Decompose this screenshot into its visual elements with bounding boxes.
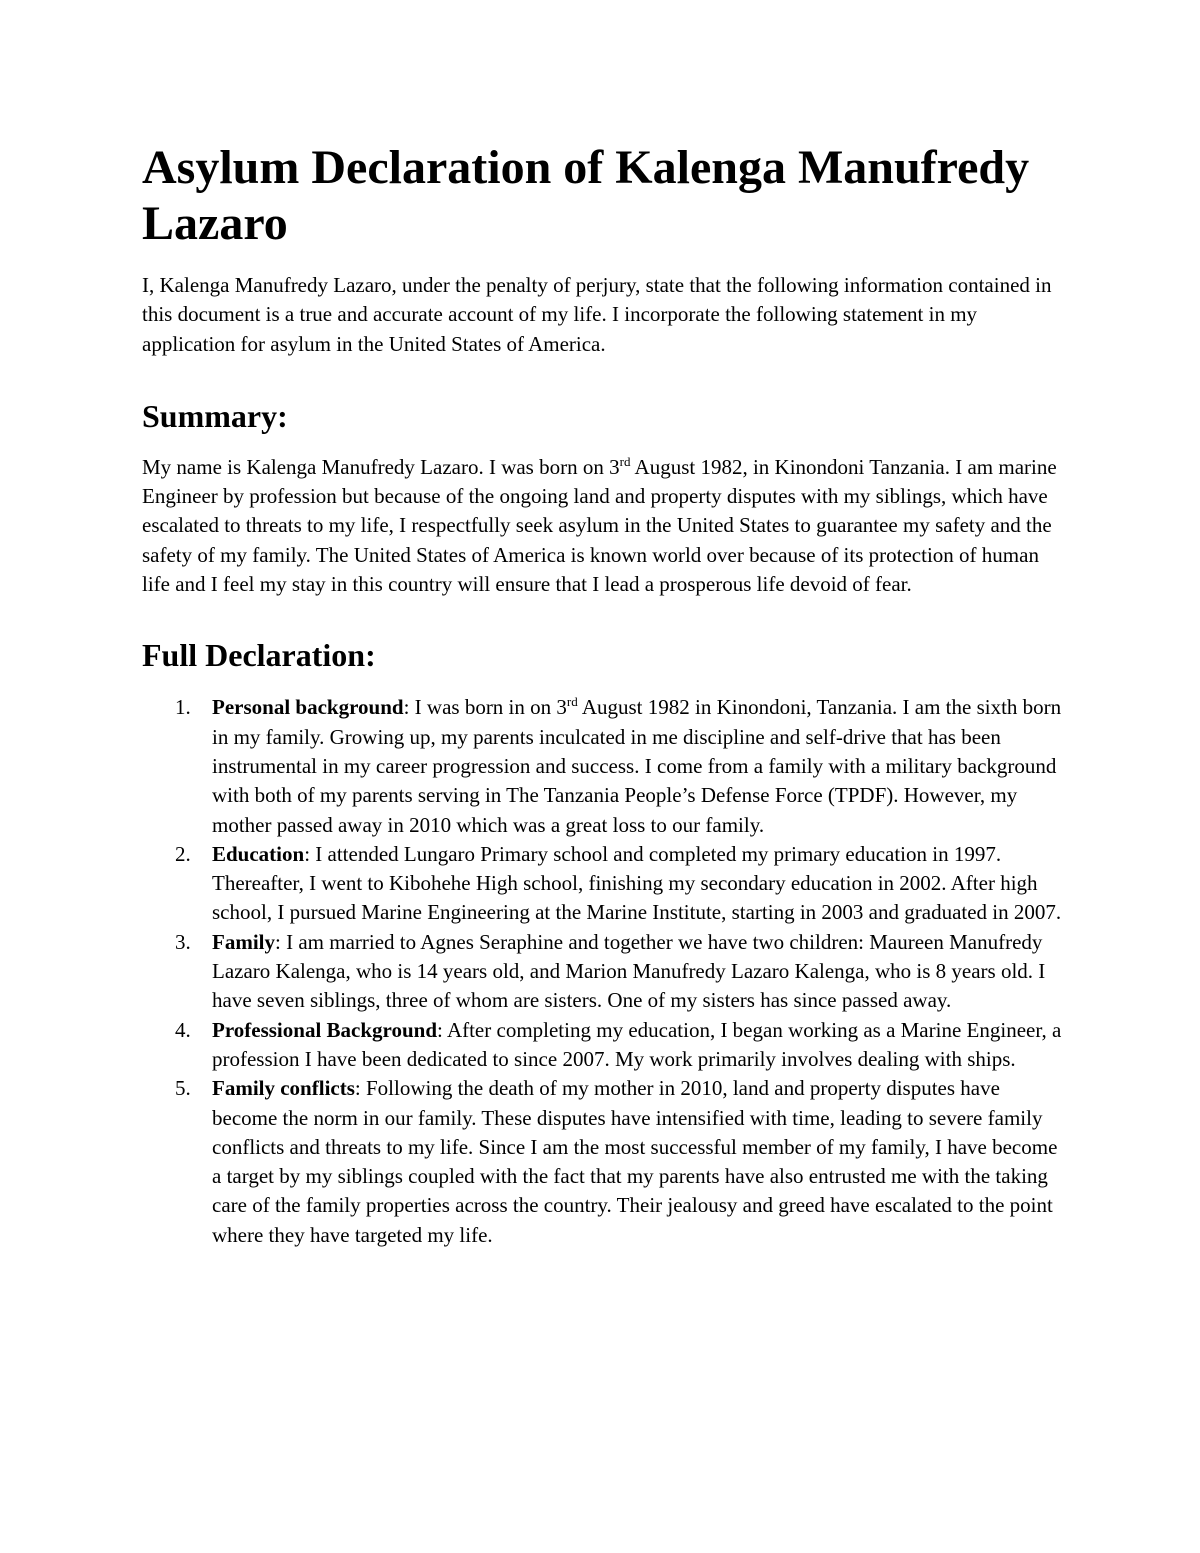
document-body (142, 140, 1067, 1250)
declaration-list (142, 693, 1067, 1250)
list-item-text: : Following the death of my mother in 2010, land and property disputes have become the norm in our family. These disputes have intensified with time, leading to severe family conflicts and threats to my life. Since I am the most successful member of my family, I have become a target by my siblings coupled with the fact that my parents have also entrusted me with the taking care of the family properties across the country. Their jealousy and greed have escalated to the point where they have targeted my life. (212, 1076, 1058, 1247)
list-item-label: Professional Background (212, 1017, 438, 1042)
summary-paragraph (142, 453, 1067, 599)
list-item-number: 3. (175, 929, 191, 954)
summary-heading: Summary: (142, 397, 288, 434)
list-item (142, 928, 1067, 1016)
list-item-label: Personal background (212, 695, 404, 720)
document-title: Asylum Declaration of Kalenga Manufredy Lazaro (142, 141, 1030, 250)
summary-text-part-2: August 1982, in Kinondoni Tanzania. I am marine Engineer by profession but because of the ongoing land and property disputes with my siblings, which have escalated to threats to my life, I respectfully seek asylum in the United States to guarantee my safety and the safety of my family. The United States of America is known world over because of its protection of human life and I feel my stay in this country will ensure that I lead a prosperous life devoid of fear. (142, 454, 1057, 597)
list-item-label: Education (212, 841, 305, 866)
list-item-number: 2. (175, 841, 191, 866)
list-item-text: August 1982 in Kinondoni, Tanzania. I am the sixth born in my family. Growing up, my parents inculcated in me discipline and self-drive that has been instrumental in my career progression and success. I come from a family with a military background with both of my parents serving in The Tanzania People’s Defense Force (TPDF). However, my mother passed away in 2010 which was a great loss to our family. (212, 695, 1062, 837)
list-item-number: 5. (175, 1076, 191, 1101)
summary-superscript: rd (619, 453, 631, 469)
summary-text-part-1: My name is Kalenga Manufredy Lazaro. I was born on 3 (142, 454, 620, 479)
list-item-superscript: rd (566, 694, 578, 710)
list-item (142, 693, 1067, 839)
list-item-text: : After completing my education, I began working as a Marine Engineer, a profession I have been dedicated to since 2007. My work primarily involves dealing with ships. (212, 1017, 1062, 1071)
list-item-label: Family (212, 929, 275, 954)
intro-paragraph: I, Kalenga Manufredy Lazaro, under the penalty of perjury, state that the following information contained in this document is a true and accurate account of my life. I incorporate the following statement in my application for asylum in the United States of America. (142, 273, 1052, 356)
list-item (142, 1074, 1067, 1250)
full-declaration-heading: Full Declaration: (142, 637, 376, 674)
list-item-text: : I attended Lungaro Primary school and completed my primary education in 1997. Thereafter, I went to Kibohehe High school, finishing my secondary education in 2002. After high school, I pursued Marine Engineering at the Marine Institute, starting in 2003 and graduated in 2007. (212, 841, 1062, 925)
list-item (142, 840, 1067, 928)
list-item-text-part-1: : I was born in on 3 (403, 695, 567, 720)
list-item-number: 1. (175, 695, 191, 720)
list-item-text: : I am married to Agnes Seraphine and together we have two children: Maureen Manufredy Lazaro Kalenga, who is 14 years old, and Marion Manufredy Lazaro Kalenga, who is 8 years old. I have seven siblings, three of whom are sisters. One of my sisters has since passed away. (212, 929, 1046, 1013)
list-item-number: 4. (175, 1017, 191, 1042)
list-item-label: Family conflicts (212, 1076, 355, 1101)
list-item (142, 1016, 1067, 1075)
